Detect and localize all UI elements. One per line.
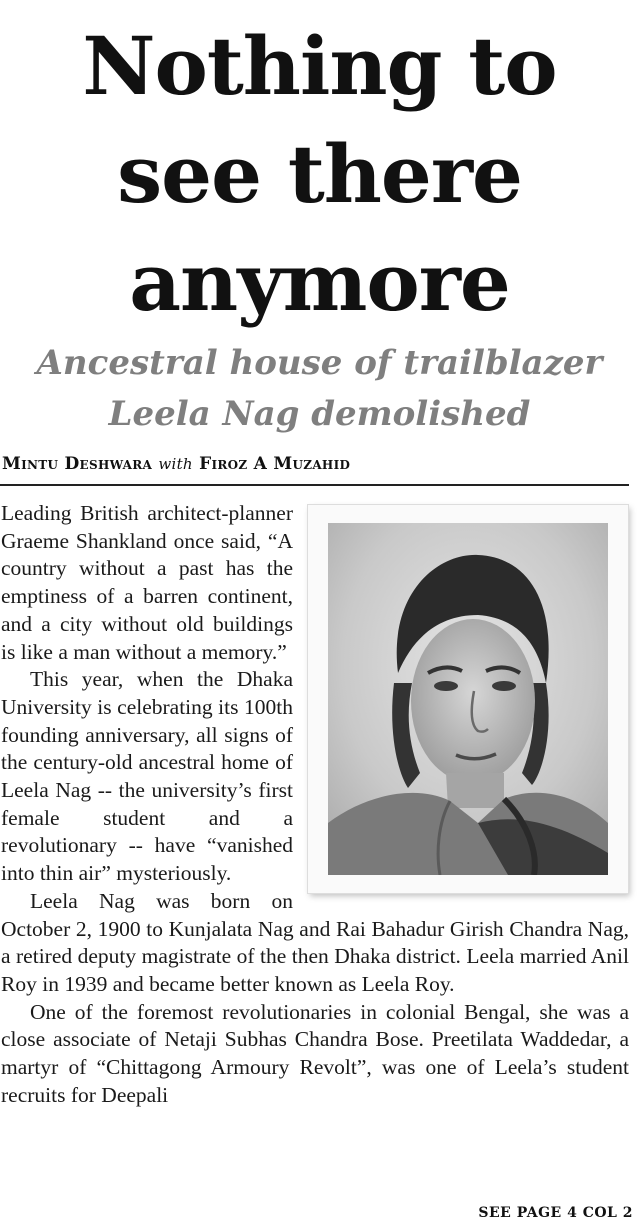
paragraph-3: Leela Nag was born on October 2, 1900 to Kunjalata Nag and Rai Bahadur Girish Chandra Nag, a retired deputy magistrate of the then Dhaka district. Leela married Anil Roy in 1939 and became better known as Leela Roy. bbox=[1, 888, 629, 996]
byline-joiner: with bbox=[158, 455, 193, 473]
byline-author-1: Mintu Deshwara bbox=[2, 454, 153, 474]
paragraph-1: Leading British architect-planner Graeme Shankland once said, “A country without a past has the emptiness of a barren continent, and a city without old buildings is like a man without a memory.” bbox=[1, 501, 293, 664]
paragraph-4: One of the foremost revolutionaries in colonial Bengal, she was a close associate of Netaji Subhas Chandra Bose. Preetilata Waddedar, a martyr of “Chittagong Armoury Revolt”, was one of Leela’s student recruits for Deepali bbox=[1, 999, 629, 1107]
photo-float-space bbox=[293, 500, 629, 890]
article-body bbox=[1, 500, 629, 1109]
continued-jump-line[interactable]: SEE PAGE 4 COL 2 bbox=[478, 1205, 633, 1221]
deck-subheadline: Ancestral house of trailblazer Leela Nag demolished bbox=[36, 343, 603, 434]
byline-rule bbox=[0, 484, 629, 486]
paragraph-2: This year, when the Dhaka University is celebrating its 100th founding anniversary, all signs of the century-old ancestral home of Leela Nag -- the university’s first female student and a revolutionary -- have “vanished into thin air” mysteriously. bbox=[1, 667, 293, 886]
headline: Nothing to see there anymore bbox=[82, 19, 557, 329]
byline-author-2: Firoz A Muzahid bbox=[199, 454, 351, 474]
byline bbox=[2, 454, 632, 474]
